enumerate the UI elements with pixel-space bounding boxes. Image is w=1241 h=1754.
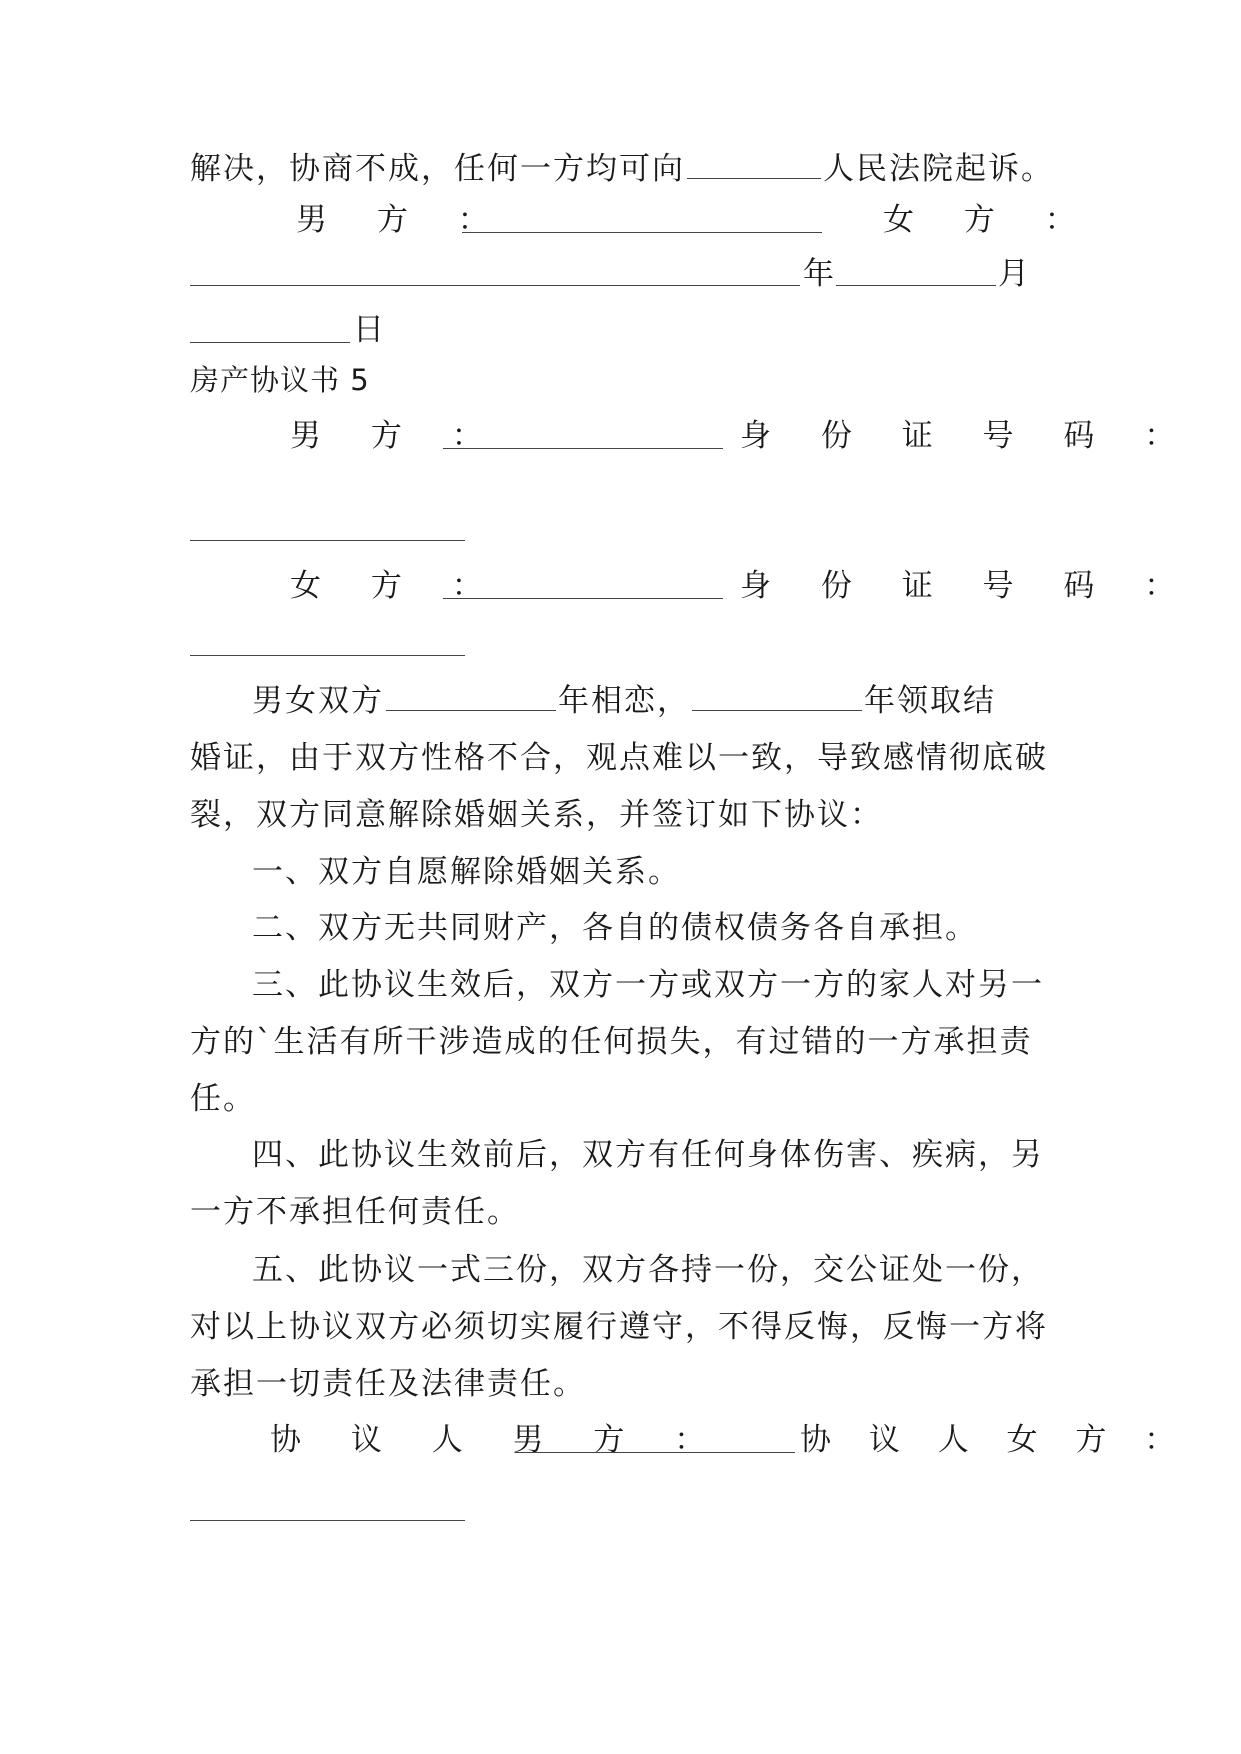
court-blank xyxy=(687,148,821,179)
intro-part-1: 男女双方 xyxy=(252,683,384,719)
dispute-text-after: 人民法院起诉。 xyxy=(823,151,1054,187)
day-label: 日 xyxy=(353,312,386,348)
love-year-blank xyxy=(386,680,556,711)
female-signer-label: 协 议 人 女 方 ： xyxy=(800,1422,1190,1458)
female-id-blank xyxy=(190,655,465,656)
female-signer-blank xyxy=(190,1520,465,1521)
intro-line-1 xyxy=(252,680,996,721)
clause-5-line-3: 承担一切责任及法律责任。 xyxy=(190,1366,586,1402)
day-blank xyxy=(190,342,350,343)
male-signer-label: 协 议 人 男 方 ： xyxy=(270,1422,726,1458)
clause-5-line-2: 对以上协议双方必须切实履行遵守，不得反悔，反悔一方将 xyxy=(190,1309,1048,1345)
clause-3-line-3: 任。 xyxy=(190,1081,256,1117)
female-party-label-top: 女 方 ： xyxy=(883,202,1096,238)
female-id-label: 身 份 证 号 码 ： xyxy=(740,568,1196,604)
section-title: 房产协议书 5 xyxy=(190,363,370,397)
dispute-resolution-line xyxy=(190,148,1054,189)
male-id-blank xyxy=(190,540,465,541)
clause-1: 一、双方自愿解除婚姻关系。 xyxy=(252,854,681,890)
male-signer-blank xyxy=(515,1452,795,1453)
intro-line-3: 裂，双方同意解除婚姻关系，并签订如下协议： xyxy=(190,797,883,833)
intro-line-2: 婚证，由于双方性格不合，观点难以一致，导致感情彻底破 xyxy=(190,740,1048,776)
intro-part-3: 年领取结 xyxy=(864,683,996,719)
month-label: 月 xyxy=(998,256,1031,292)
male-party-label: 男 方 ： xyxy=(290,418,503,454)
month-blank xyxy=(836,285,996,286)
male-id-label: 身 份 证 号 码 ： xyxy=(740,418,1196,454)
clause-4-line-2: 一方不承担任何责任。 xyxy=(190,1194,520,1230)
clause-3-line-1: 三、此协议生效后，双方一方或双方一方的家人对另一 xyxy=(252,967,1044,1003)
clause-3-line-2: 方的`生活有所干涉造成的任何损失，有过错的一方承担责 xyxy=(190,1024,1033,1060)
male-party-blank-top xyxy=(462,232,822,233)
clause-2: 二、双方无共同财产，各自的债权债务各自承担。 xyxy=(252,910,978,946)
year-label: 年 xyxy=(803,256,836,292)
clause-5-line-1: 五、此协议一式三份，双方各持一份，交公证处一份， xyxy=(252,1252,1044,1288)
female-party-blank-top xyxy=(190,285,800,286)
dispute-text-before: 解决，协商不成，任何一方均可向 xyxy=(190,151,685,187)
female-party-blank xyxy=(443,598,723,599)
marriage-year-blank xyxy=(692,680,862,711)
female-party-label: 女 方 ： xyxy=(290,568,503,604)
male-party-label-top: 男 方 ： xyxy=(296,202,509,238)
male-party-blank xyxy=(443,448,723,449)
clause-4-line-1: 四、此协议生效前后，双方有任何身体伤害、疾病，另 xyxy=(252,1137,1044,1173)
intro-part-2: 年相恋， xyxy=(558,683,690,719)
